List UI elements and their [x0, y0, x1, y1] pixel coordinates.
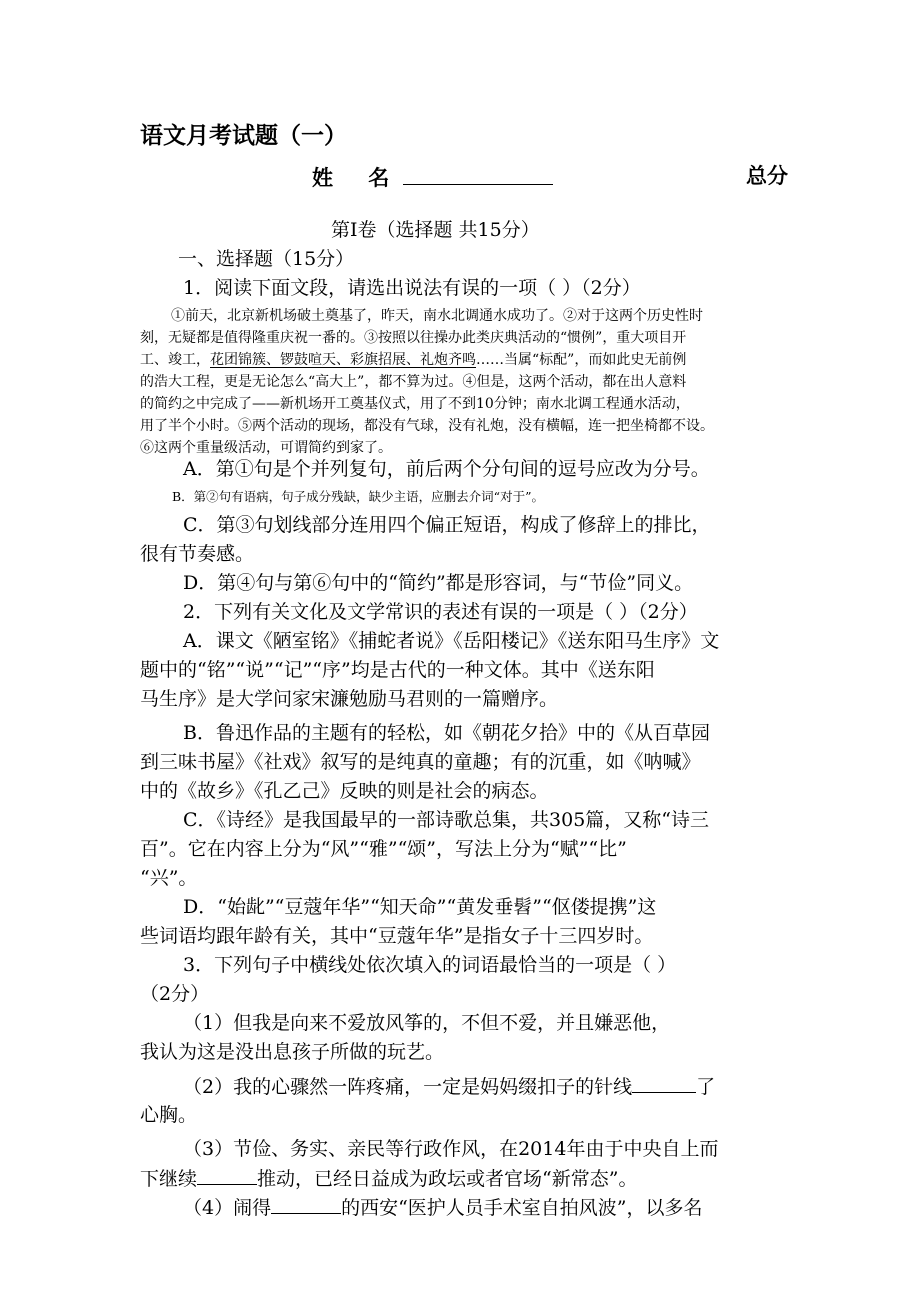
q1-passage-line: ①前天，北京新机场破土奠基了，昨天，南水北调通水成功了。②对于这两个历史性时	[171, 308, 703, 324]
q2-option-c-cont: 百”。它在内容上分为“风”“雅”“颂”，写法上分为“赋”“比”	[140, 838, 627, 860]
name-blank	[403, 162, 553, 185]
q2-option-a-cont: 马生序》是大学问家宋濂勉励马君则的一篇赠序。	[140, 688, 559, 710]
q1-stem: 1．阅读下面文段，请选出说法有误的一项（ ）（2分）	[183, 277, 641, 299]
q1-passage-line	[140, 350, 686, 370]
q1-passage-line: 的简约之中完成了——新机场开工奠基仪式，用了不到10分钟；南水北调工程通水活动，	[140, 396, 690, 412]
q3-sentence-3-cont	[140, 1165, 637, 1192]
q2-option-c: C．《诗经》是我国最早的一部诗歌总集，共305篇，又称“诗三	[183, 809, 710, 831]
q3-sentence-text: 的西安“医护人员手术室自拍风波”，以多名	[341, 1197, 703, 1219]
q2-option-d: D．“始龀”“豆蔻年华”“知天命”“黄发垂髫”“伛偻提携”这	[183, 896, 657, 918]
fill-in-blank	[632, 1073, 696, 1093]
exam-title: 语文月考试题（一）	[140, 122, 347, 149]
q3-sentence-text: （4）闹得	[183, 1197, 272, 1219]
volume-title: 第Ⅰ卷（选择题 共15分）	[331, 219, 540, 241]
total-score-label: 总分	[746, 163, 788, 188]
q2-option-c-cont: “兴”。	[140, 867, 198, 889]
q1-option-c-cont: 很有节奏感。	[140, 543, 255, 565]
q3-sentence-4	[183, 1194, 703, 1221]
q2-option-b-cont: 到三味书屋》《社戏》叙写的是纯真的童趣；有的沉重，如《呐喊》	[140, 751, 701, 773]
q1-option-b: B．第②句有语病，句子成分残缺，缺少主语，应删去介词“对于”。	[172, 489, 544, 504]
q1-passage-text: ……当属“标配”，而如此史无前例	[476, 352, 687, 368]
q1-passage-text: 工、竣工，	[140, 352, 210, 368]
q1-option-d: D．第④句与第⑥句中的“简约”都是形容词，与“节俭”同义。	[183, 572, 694, 594]
q1-underlined-phrase: 花团锦簇、锣鼓喧天、彩旗招展、礼炮齐鸣	[210, 352, 476, 368]
q3-sentence-3: （3）节俭、务实、亲民等行政作风，在2014年由于中央自上而	[183, 1138, 719, 1160]
q3-sentence-2	[183, 1073, 715, 1100]
name-field	[312, 162, 553, 192]
fill-in-blank	[271, 1194, 341, 1214]
q3-sentence-text: 推动，已经日益成为政坛或者官场“新常态”。	[257, 1168, 638, 1190]
q1-passage-line: 用了半个小时。⑤两个活动的现场，都没有气球，没有礼炮，没有横幅，连一把坐椅都不设。	[140, 418, 714, 434]
q1-passage-line: 刻，无疑都是值得隆重庆祝一番的。③按照以往操办此类庆典活动的“惯例”，重大项目开	[140, 330, 687, 346]
name-label: 姓 名	[312, 165, 404, 190]
q3-stem-score: （2分）	[140, 983, 210, 1005]
part-title: 一、选择题（15分）	[178, 248, 355, 270]
q3-sentence-text: （2）我的心骤然一阵疼痛，一定是妈妈缀扣子的针线	[183, 1076, 633, 1098]
q2-option-a-cont: 题中的“铭”“说”“记”“序”均是古代的一种文体。其中《送东阳	[140, 659, 655, 681]
q1-option-c: C．第③句划线部分连用四个偏正短语，构成了修辞上的排比，	[183, 514, 711, 536]
q2-option-b-cont: 中的《故乡》《孔乙己》反映的则是社会的病态。	[140, 780, 549, 802]
q3-sentence-2-cont: 心胸。	[140, 1104, 198, 1126]
q2-option-a: A．课文《陋室铭》《捕蛇者说》《岳阳楼记》《送东阳马生序》文	[183, 630, 720, 652]
q3-sentence-text: 了	[696, 1076, 716, 1098]
q2-stem: 2．下列有关文化及文学常识的表述有误的一项是（ ）（2分）	[183, 601, 698, 623]
q3-sentence-1-cont: 我认为这是没出息孩子所做的玩艺。	[140, 1041, 445, 1063]
q1-passage-line: 的浩大工程，更是无论怎么“高大上”，都不算为过。④但是，这两个活动，都在出人意料	[140, 374, 687, 390]
q3-stem: 3．下列句子中横线处依次填入的词语最恰当的一项是（ ）	[183, 954, 677, 976]
q2-option-b: B．鲁迅作品的主题有的轻松，如《朝花夕拾》中的《从百草园	[183, 722, 710, 744]
fill-in-blank	[197, 1165, 257, 1185]
q3-sentence-text: 下继续	[140, 1168, 198, 1190]
q1-passage-line: ⑥这两个重量级活动，可谓简约到家了。	[140, 440, 392, 456]
q1-option-a: A．第①句是个并列复句，前后两个分句间的逗号应改为分号。	[183, 458, 710, 480]
q3-sentence-1: （1）但我是向来不爱放风筝的，不但不爱，并且嫌恶他，	[183, 1012, 671, 1034]
q2-option-d-cont: 些词语均跟年龄有关，其中“豆蔻年华”是指女子十三四岁时。	[140, 925, 654, 947]
